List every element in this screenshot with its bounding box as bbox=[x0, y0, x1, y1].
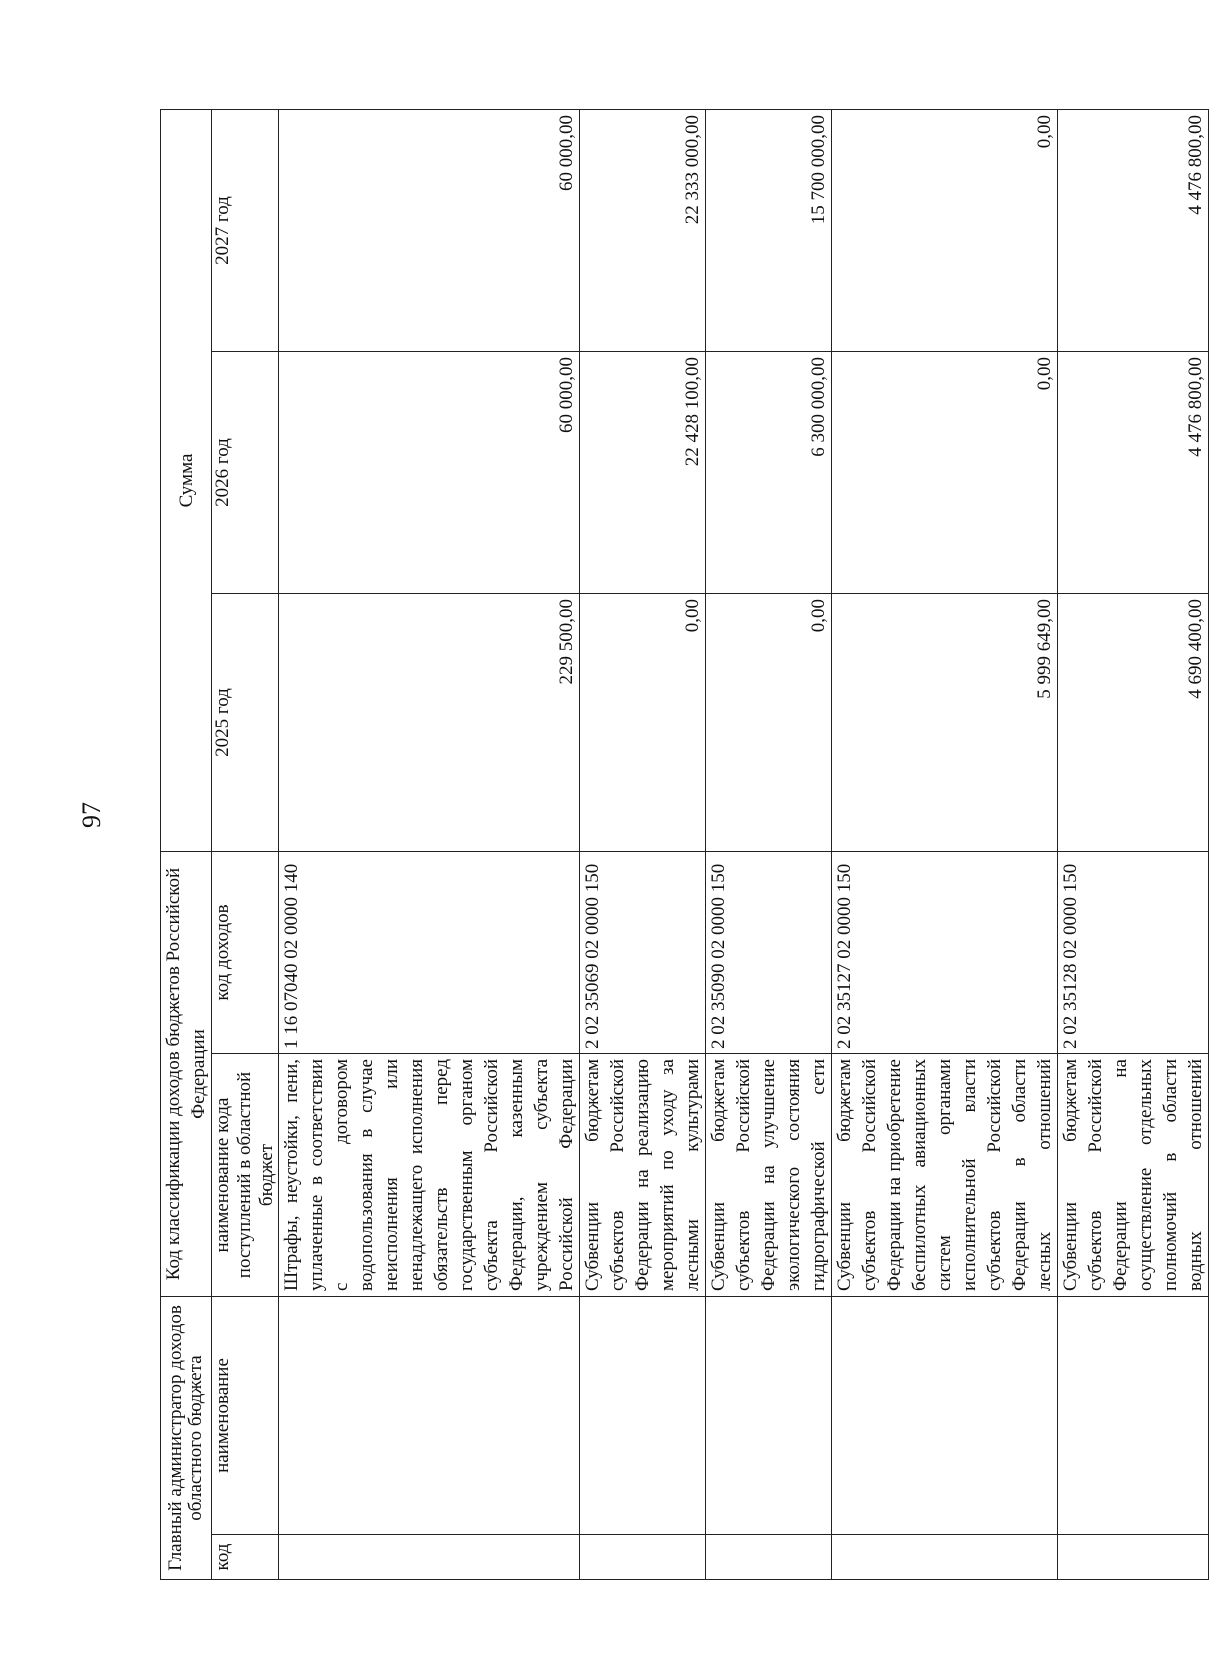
amount-2026-cell: 4 476 800,00 bbox=[1058, 352, 1209, 594]
income-description-cell: Субвенции бюджетам субъектов Российской Федерации на осуществление отдельных полномочий в области водных отношений bbox=[1058, 1054, 1209, 1297]
admin-code-cell bbox=[832, 1535, 1058, 1580]
amount-2027-cell: 15 700 000,00 bbox=[706, 110, 832, 352]
table-row bbox=[1058, 110, 1209, 1580]
revenue-table bbox=[160, 109, 1209, 1580]
classification-group-header: Код классификации доходов бюджетов Российской Федерации bbox=[161, 852, 212, 1297]
table-row bbox=[580, 110, 706, 1580]
admin-code-cell bbox=[1058, 1535, 1209, 1580]
income-code-cell: 2 02 35127 02 0000 150 bbox=[832, 852, 1058, 1054]
admin-name-cell bbox=[279, 1297, 580, 1535]
amount-2026-cell: 0,00 bbox=[832, 352, 1058, 594]
amount-2026-cell: 60 000,00 bbox=[279, 352, 580, 594]
amount-2025-cell: 229 500,00 bbox=[279, 594, 580, 852]
amount-2027-cell: 60 000,00 bbox=[279, 110, 580, 352]
income-description-cell: Штрафы, неустойки, пени, уплаченные в соответствии с договором водопользования в случае неисполнения или ненадлежащего исполнения обязательств перед государственным органом субъекта Российской Федерации, казенным учреждением субъекта Российской Федерации bbox=[279, 1054, 580, 1297]
income-code-cell: 2 02 35090 02 0000 150 bbox=[706, 852, 832, 1054]
admin-group-header: Главный администратор доходов областного бюджета bbox=[161, 1297, 212, 1580]
amount-2026-cell: 22 428 100,00 bbox=[580, 352, 706, 594]
amount-2025-cell: 5 999 649,00 bbox=[832, 594, 1058, 852]
page-number: 97 bbox=[77, 802, 106, 828]
sum-group-header: Сумма bbox=[161, 110, 212, 852]
rotated-table-wrapper bbox=[160, 110, 1206, 1580]
amount-2027-cell: 0,00 bbox=[832, 110, 1058, 352]
admin-code-cell bbox=[706, 1535, 832, 1580]
income-code-cell: 2 02 35069 02 0000 150 bbox=[580, 852, 706, 1054]
year-2025-header: 2025 год bbox=[212, 594, 279, 852]
table-row bbox=[706, 110, 832, 1580]
amount-2025-cell: 4 690 400,00 bbox=[1058, 594, 1209, 852]
admin-name-cell bbox=[832, 1297, 1058, 1535]
header-row-1 bbox=[161, 110, 212, 1580]
amount-2026-cell: 6 300 000,00 bbox=[706, 352, 832, 594]
income-description-cell: Субвенции бюджетам субъектов Российской Федерации на реализацию мероприятий по уходу за лесными культурами bbox=[580, 1054, 706, 1297]
admin-name-cell bbox=[706, 1297, 832, 1535]
income-code-cell: 2 02 35128 02 0000 150 bbox=[1058, 852, 1209, 1054]
income-code-cell: 1 16 07040 02 0000 140 bbox=[279, 852, 580, 1054]
amount-2025-cell: 0,00 bbox=[580, 594, 706, 852]
table-row bbox=[279, 110, 580, 1580]
income-description-cell: Субвенции бюджетам субъектов Российской Федерации на приобретение беспилотных авиационных систем органами исполнительной власти субъектов Российской Федерации в области лесных отношений bbox=[832, 1054, 1058, 1297]
admin-code-header: код bbox=[212, 1535, 279, 1580]
header-row-2 bbox=[212, 110, 279, 1580]
admin-name-cell bbox=[580, 1297, 706, 1535]
income-name-header: наименование кода поступлений в областной бюджет bbox=[212, 1054, 279, 1297]
amount-2027-cell: 4 476 800,00 bbox=[1058, 110, 1209, 352]
amount-2025-cell: 0,00 bbox=[706, 594, 832, 852]
year-2026-header: 2026 год bbox=[212, 352, 279, 594]
table-row bbox=[832, 110, 1058, 1580]
year-2027-header: 2027 год bbox=[212, 110, 279, 352]
income-description-cell: Субвенции бюджетам субъектов Российской Федерации на улучшение экологического состояния гидрографической сети bbox=[706, 1054, 832, 1297]
admin-name-cell bbox=[1058, 1297, 1209, 1535]
admin-code-cell bbox=[580, 1535, 706, 1580]
admin-name-header: наименование bbox=[212, 1297, 279, 1535]
income-code-header: код доходов bbox=[212, 852, 279, 1054]
admin-code-cell bbox=[279, 1535, 580, 1580]
amount-2027-cell: 22 333 000,00 bbox=[580, 110, 706, 352]
